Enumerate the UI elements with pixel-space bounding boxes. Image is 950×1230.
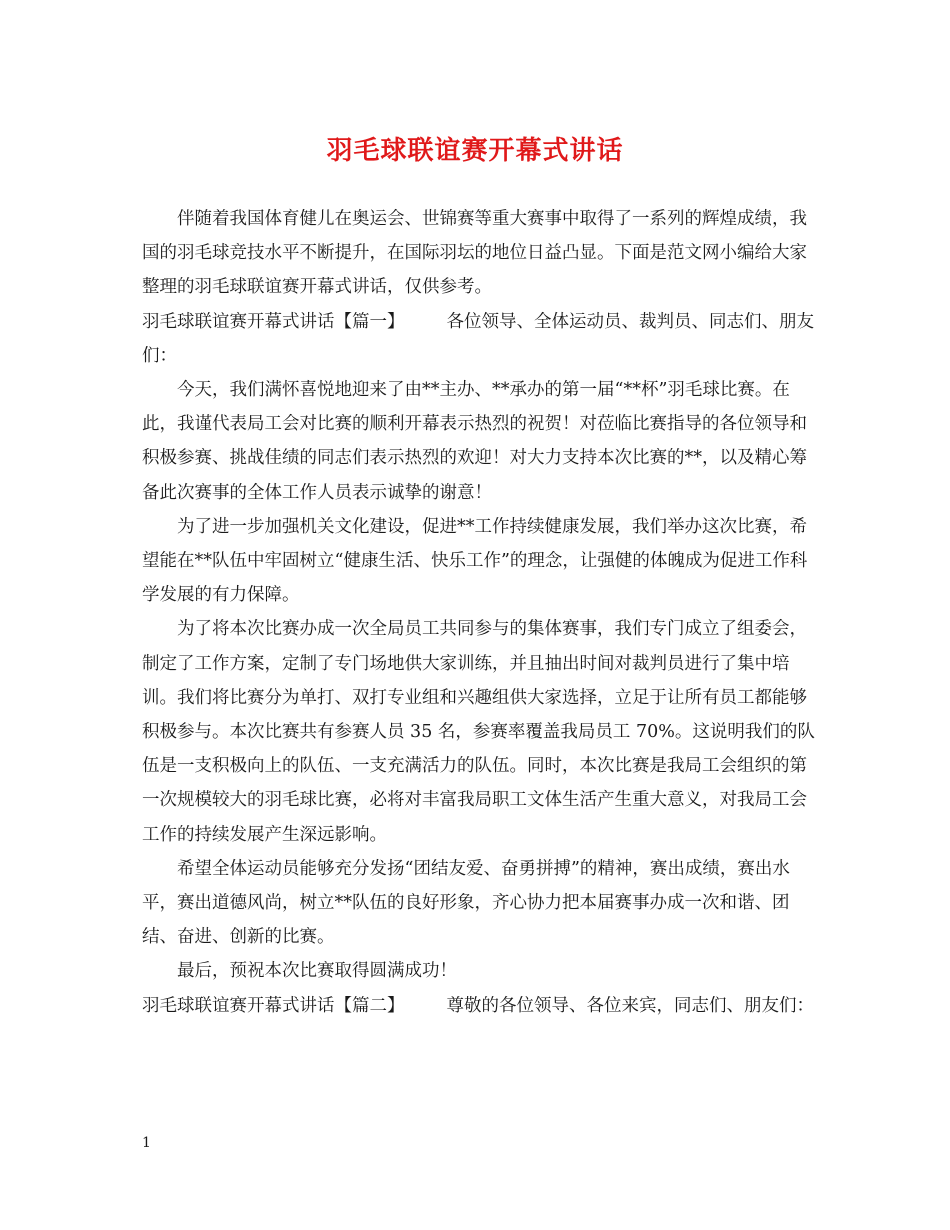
document-title: 羽毛球联谊赛开幕式讲话 (326, 136, 624, 166)
body-paragraph: 今天，我们满怀喜悦地迎来了由**主办、**承办的第一届“**杯”羽毛球比赛。在此，我谨代表局工会对比赛的顺利开幕表示热烈的祝贺！对莅临比赛指导的各位领导和积极参赛、挑战佳绩的同志们表示热烈的欢迎！对大力支持本次比赛的**，以及精心筹备此次赛事的全体工作人员表示诚挚的谢意！ (142, 380, 807, 503)
section-title-1: 羽毛球联谊赛开幕式讲话【篇一】 (142, 311, 405, 332)
section-heading-1 (142, 305, 822, 373)
section-title-2: 羽毛球联谊赛开幕式讲话【篇二】 (142, 995, 405, 1016)
salutation-1: 各位领导、全体运动员、裁判员、同志们、朋友们： (142, 311, 814, 366)
salutation-2: 尊敬的各位领导、各位来宾，同志们、朋友们： (446, 995, 814, 1016)
page-number: 1 (142, 1135, 151, 1151)
body-paragraph: 最后，预祝本次比赛取得圆满成功！ (177, 961, 457, 982)
body-paragraph: 希望全体运动员能够充分发扬“团结友爱、奋勇拼搏”的精神，赛出成绩，赛出水平，赛出道德风尚，树立**队伍的良好形象，齐心协力把本届赛事办成一次和谐、团结、奋进、创新的比赛。 (142, 858, 790, 948)
body-paragraph: 为了将本次比赛办成一次全局员工共同参与的集体赛事，我们专门成立了组委会，制定了工作方案，定制了专门场地供大家训练，并且抽出时间对裁判员进行了集中培训。我们将比赛分为单打、双打专业组和兴趣组供大家选择，立足于让所有员工都能够积极参与。本次比赛共有参赛人员 35 名，参赛率覆盖我局员工 70%。这说明我们的队伍是一支积极向上的队伍、一支充满活力的队伍。同时，本次比赛是我局工会组织的第一次规模较大的羽毛球比赛，必将对丰富我局职工文体生活产生重大意义，对我局工会工作的持续发展产生深远影响。 (142, 619, 815, 845)
section-heading-2 (142, 989, 822, 1023)
body-paragraph: 为了进一步加强机关文化建设，促进**工作持续健康发展，我们举办这次比赛，希望能在**队伍中牢固树立“健康生活、快乐工作”的理念，让强健的体魄成为促进工作科学发展的有力保障。 (142, 516, 808, 606)
document-body (142, 202, 822, 1023)
intro-paragraph: 伴随着我国体育健儿在奥运会、世锦赛等重大赛事中取得了一系列的辉煌成绩，我国的羽毛球竞技水平不断提升，在国际羽坛的地位日益凸显。下面是范文网小编给大家整理的羽毛球联谊赛开幕式讲话，仅供参考。 (142, 209, 807, 298)
